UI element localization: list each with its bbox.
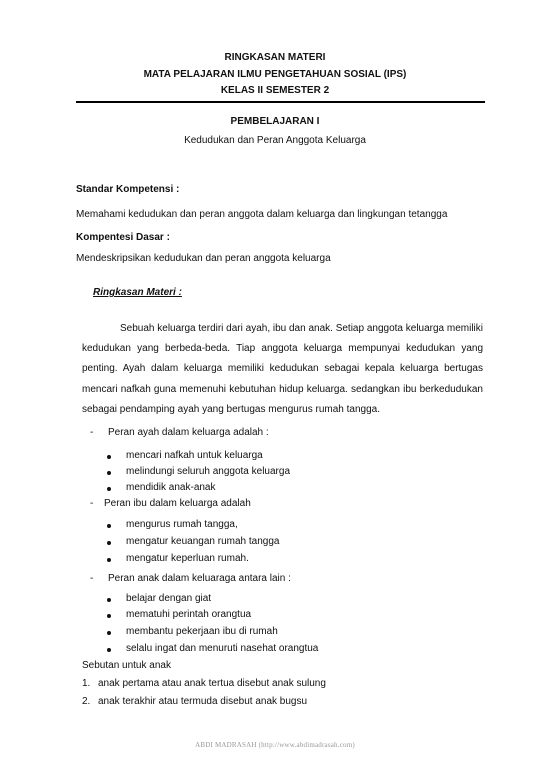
ayah-dash: - xyxy=(90,427,94,438)
ibu-item: mengurus rumah tangga, xyxy=(126,519,238,530)
bullet-icon xyxy=(107,541,111,545)
ayah-item: melindungi seluruh anggota keluarga xyxy=(126,466,291,477)
sebutan-item: anak terakhir atau termuda disebut anak bugsu xyxy=(98,696,308,707)
bullet-icon xyxy=(107,524,111,528)
lesson-subtitle: Kedudukan dan Peran Anggota Keluarga xyxy=(184,135,366,146)
sebutan-heading: Sebutan untuk anak xyxy=(82,660,171,671)
bullet-icon xyxy=(107,471,111,475)
header-line-2: MATA PELAJARAN ILMU PENGETAHUAN SOSIAL (IPS) xyxy=(143,69,407,80)
ringkasan-paragraph xyxy=(82,319,483,420)
bullet-icon xyxy=(107,558,111,562)
lesson-title: PEMBELAJARAN I xyxy=(230,116,320,127)
dasar-text: Mendeskripsikan kedudukan dan peran anggota keluarga xyxy=(76,253,331,264)
anak-item: belajar dengan giat xyxy=(126,593,212,604)
ayah-item: mencari nafkah untuk keluarga xyxy=(126,450,263,461)
bullet-icon xyxy=(107,631,111,635)
header-line-3: KELAS II SEMESTER 2 xyxy=(220,85,330,96)
ayah-heading: Peran ayah dalam keluarga adalah : xyxy=(108,427,269,438)
standar-heading: Standar Kompetensi : xyxy=(76,184,180,195)
bullet-icon xyxy=(107,614,111,618)
sebutan-item: anak pertama atau anak tertua disebut anak sulung xyxy=(98,678,326,689)
ibu-item: mengatur keuangan rumah tangga xyxy=(126,536,280,547)
anak-heading: Peran anak dalam keluaraga antara lain : xyxy=(108,573,291,584)
sebutan-number: 2. xyxy=(82,696,91,707)
bullet-icon xyxy=(107,648,111,652)
anak-item: mematuhi perintah orangtua xyxy=(126,609,252,620)
ibu-dash: - xyxy=(90,498,94,509)
ringkasan-heading: Ringkasan Materi : xyxy=(93,287,182,298)
page-footer: ABDI MADRASAH (http://www.abdimadrasah.com) xyxy=(195,741,355,749)
anak-item: membantu pekerjaan ibu di rumah xyxy=(126,626,278,637)
header-line-1: RINGKASAN MATERI xyxy=(224,52,326,63)
anak-item: selalu ingat dan menuruti nasehat orangtua xyxy=(126,643,319,654)
ibu-item: mengatur keperluan rumah. xyxy=(126,553,249,564)
standar-text: Memahami kedudukan dan peran anggota dalam keluarga dan lingkungan tetangga xyxy=(76,209,448,220)
bullet-icon xyxy=(107,487,111,491)
header-divider xyxy=(76,101,485,103)
ibu-heading: Peran ibu dalam keluarga adalah xyxy=(104,498,251,509)
sebutan-number: 1. xyxy=(82,678,91,689)
bullet-icon xyxy=(107,598,111,602)
ayah-item: mendidik anak-anak xyxy=(126,482,216,493)
bullet-icon xyxy=(107,455,111,459)
ringkasan-paragraph-text: Sebuah keluarga terdiri dari ayah, ibu dan anak. Setiap anggota keluarga memiliki kedudukan yang berbeda-beda. Tiap anggota keluarga mempunyai kedudukan yang penting. Ayah dalam keluarga memiliki kedudukan sebagai kepala keluarga bertugas mencari nafkah guna memenuhi kebutuhan hidup keluarga. sedangkan ibu berkedudukan sebagai pendamping ayah yang bertugas mengurus rumah tangga. xyxy=(82,323,484,415)
anak-dash: - xyxy=(90,573,94,584)
dasar-heading: Kompentesi Dasar : xyxy=(76,232,170,243)
